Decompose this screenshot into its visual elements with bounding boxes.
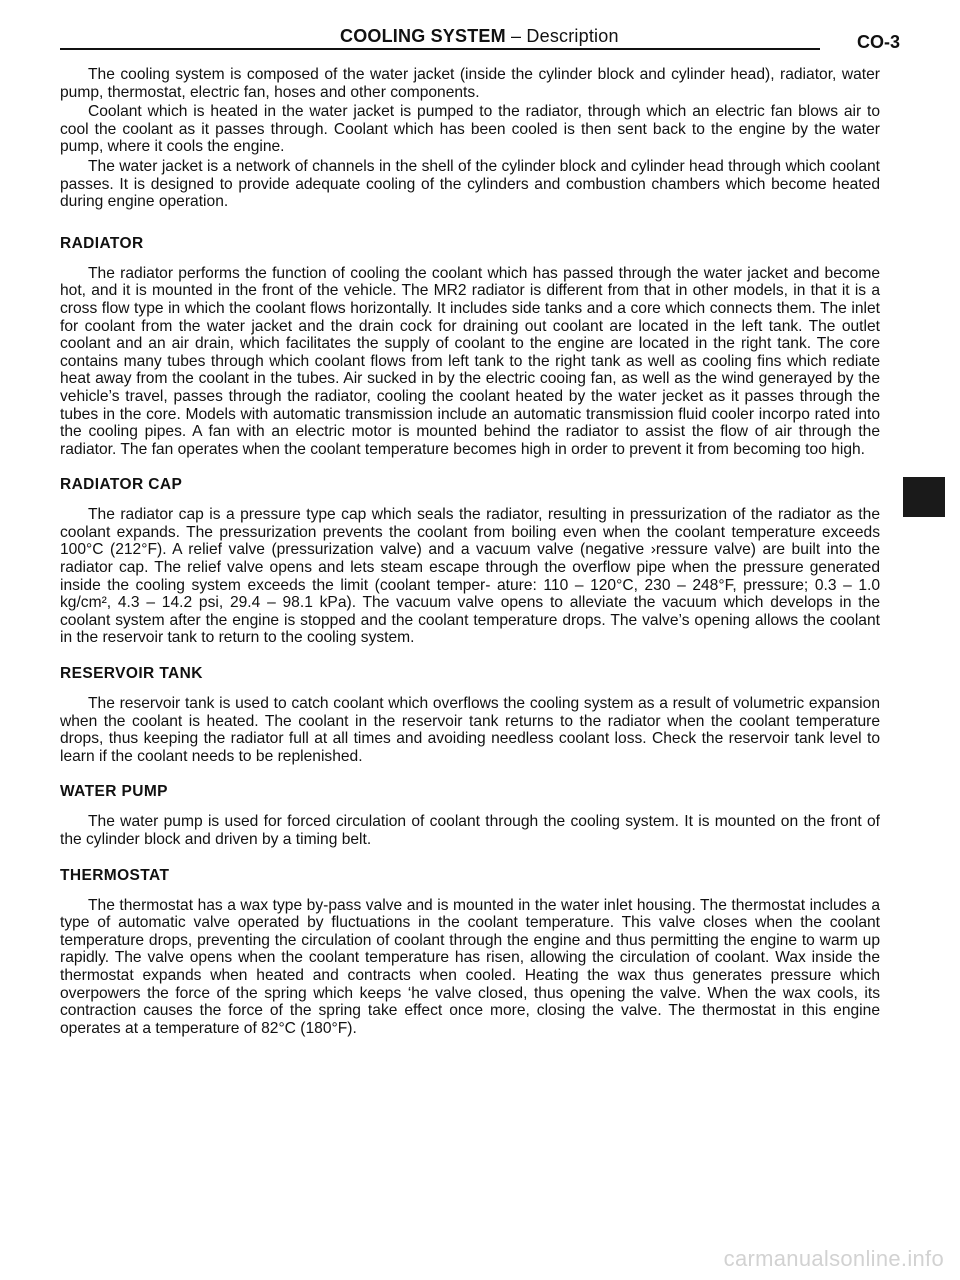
intro-paragraph-1: The cooling system is composed of the water jacket (inside the cylinder block and cylinder head), radiator, water pump, thermostat, electric fan, hoses and other components. xyxy=(60,66,880,101)
document-body xyxy=(60,66,880,1039)
section-heading-water-pump: WATER PUMP xyxy=(60,783,168,801)
section-subtitle: – Description xyxy=(511,26,619,46)
page-number: CO-3 xyxy=(856,32,900,52)
intro-paragraph-2: Coolant which is heated in the water jacket is pumped to the radiator, through which an electric fan blows air to cool the coolant as it passes through. Coolant which has been cooled is then sent back to the engine by the water pump, where it cools the engine. xyxy=(60,103,880,156)
watermark: carmanualsonline.info xyxy=(723,1246,944,1271)
section-tab-marker xyxy=(903,477,945,517)
section-body-radiator: The radiator performs the function of cooling the coolant which has passed through the water jacket and become hot, and it is mounted in the front of the vehicle. The MR2 radiator is different from that in other models, in that it is a cross flow type in which the coolant flows horizontally. It includes side tanks and a core which connects them. The inlet for coolant from the water jacket and the drain cock for draining out coolant are located in the left tank. The outlet coolant and an air drain, which facilitates the supply of coolant to the engine are located in the right tank. The core contains many tubes through which coolant flows from left tank to the right tank as well as cooling fins which rediate heat away from the coolant in the tubes. Air sucked in by the electric cooing fan, as well as the wind generayed by the vehicle’s travel, passes through the radiator, cooling the coolant heated by the water jecket as it passes through the tubes in the core. Models with automatic transmission include an automatic transmission fluid cooler incorpo rated into the cooling pipes. A fan with an electric motor is mounted behind the radiator to assist the flow of air through the radiator. The fan operates when the coolant temperature becomes high in order to prevent it from becoming too high. xyxy=(60,264,880,458)
section-body-reservoir-tank: The reservoir tank is used to catch coolant which overflows the cooling system as a result of volumetric expansion when the coolant is heated. The coolant in the reservoir tank returns to the radiator when the coolant temperature drops, thus keeping the radiator full at all times and avoiding needless coolant loss. Check the reservoir tank level to learn if the coolant needs to be replenished. xyxy=(60,695,880,765)
page-header xyxy=(60,22,900,62)
section-heading-radiator: RADIATOR xyxy=(60,234,144,252)
header-title xyxy=(340,26,619,47)
spacer xyxy=(60,213,880,217)
section-heading-thermostat: THERMOSTAT xyxy=(60,866,170,884)
section-heading-radiator-cap: RADIATOR CAP xyxy=(60,476,183,494)
section-heading-reservoir-tank: RESERVOIR TANK xyxy=(60,665,203,683)
header-rule xyxy=(60,48,820,50)
section-body-thermostat: The thermostat has a wax type by-pass valve and is mounted in the water inlet housing. The thermostat includes a type of automatic valve operated by fluctuations in the coolant temperature. This valve closes when the coolant temperature drops, preventing the circulation of coolant through the engine and thus permitting the engine to warm up rapidly. The valve opens when the coolant temperature has risen, allowing the circulation of coolant. Wax inside the thermostat expands when heated and contracts when cooled. Heating the wax thus generates pressure which overpowers the force of the spring which keeps ‘he valve closed, thus opening the valve. When the wax cools, its contraction causes the force of the spring take effect once more, closing the valve. The thermostat in this engine operates at a temperature of 82°C (180°F). xyxy=(60,896,880,1037)
section-title: COOLING SYSTEM xyxy=(340,26,506,46)
intro-paragraph-3: The water jacket is a network of channels in the shell of the cylinder block and cylinder head through which coolant passes. It is designed to provide adequate cooling of the cylinders and combustion chambers which become heated during engine operation. xyxy=(60,157,880,211)
section-body-radiator-cap: The radiator cap is a pressure type cap which seals the radiator, resulting in pressurization of the radiator as the coolant expands. The pressurization prevents the coolant from boiling even when the coolant temperature exceeds 100°C (212°F). A relief valve (pressurization valve) and a vacuum valve (negative ›ressure valve) are built into the radiator cap. The relief valve opens and lets steam escape through the overflow pipe when the pressure generated inside the cooling system exceeds the limit (coolant temper- ature: 110 – 120°C, 230 – 248°F, pressure; 0.3 – 1.0 kg/cm², 4.3 – 14.2 psi, 29.4 – 98.1 kPa). The vacuum valve opens to alleviate the vacuum which develops in the coolant system after the engine is stopped and the coolant temperature drops. The valve’s opening allows the coolant in the reservoir tank to return to the cooling system. xyxy=(60,506,880,647)
section-body-water-pump: The water pump is used for forced circulation of coolant through the cooling system. It is mounted on the front of the cylinder block and driven by a timing belt. xyxy=(60,813,880,848)
